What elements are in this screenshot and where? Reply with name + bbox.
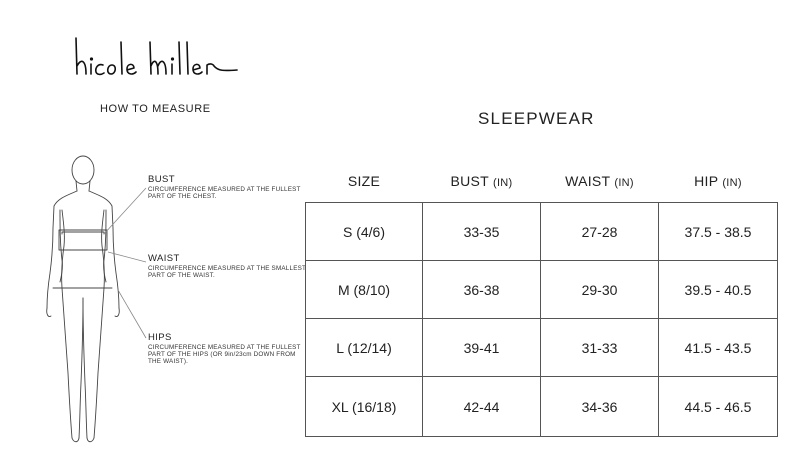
size-chart-table	[305, 160, 778, 437]
nicole-miller-logo	[72, 30, 242, 80]
waist-cell: 27-28	[541, 203, 659, 261]
bust-cell: 39-41	[423, 319, 541, 377]
hips-label: HIPS	[148, 332, 172, 343]
waist-cell: 31-33	[541, 319, 659, 377]
size-cell: M (8/10)	[306, 261, 423, 319]
waist-description: CIRCUMFERENCE MEASURED AT THE SMALLEST PART OF THE WAIST.	[148, 265, 306, 279]
table-row	[306, 261, 778, 319]
hips-description: CIRCUMFERENCE MEASURED AT THE FULLEST PART OF THE HIPS (OR 9in/23cm DOWN FROM THE WAIST).	[148, 344, 301, 365]
body-figure-illustration	[20, 148, 160, 448]
waist-cell: 29-30	[541, 261, 659, 319]
size-cell: XL (16/18)	[306, 377, 423, 437]
hip-cell: 37.5 - 38.5	[659, 203, 778, 261]
hip-cell: 39.5 - 40.5	[659, 261, 778, 319]
column-header-size: SIZE	[347, 173, 381, 189]
bust-description: CIRCUMFERENCE MEASURED AT THE FULLEST PART OF THE CHEST.	[148, 186, 301, 200]
table-row	[306, 203, 778, 261]
column-header-hip: HIP (IN)	[694, 173, 742, 189]
waist-label: WAIST	[148, 253, 180, 264]
table-row	[306, 319, 778, 377]
column-header-waist: WAIST (IN)	[565, 173, 634, 189]
size-cell: L (12/14)	[306, 319, 423, 377]
table-header-row	[306, 160, 778, 203]
hip-cell: 41.5 - 43.5	[659, 319, 778, 377]
sleepwear-title: SLEEPWEAR	[478, 109, 595, 128]
bust-cell: 36-38	[423, 261, 541, 319]
waist-cell: 34-36	[541, 377, 659, 437]
bust-label: BUST	[148, 174, 175, 185]
table-row	[306, 377, 778, 437]
bust-annotation	[148, 175, 308, 200]
bust-cell: 33-35	[423, 203, 541, 261]
waist-annotation	[148, 254, 308, 279]
how-to-measure-heading: HOW TO MEASURE	[100, 103, 211, 115]
size-cell: S (4/6)	[306, 203, 423, 261]
column-header-bust: BUST (IN)	[450, 173, 513, 189]
hips-annotation	[148, 333, 308, 365]
bust-cell: 42-44	[423, 377, 541, 437]
hip-cell: 44.5 - 46.5	[659, 377, 778, 437]
